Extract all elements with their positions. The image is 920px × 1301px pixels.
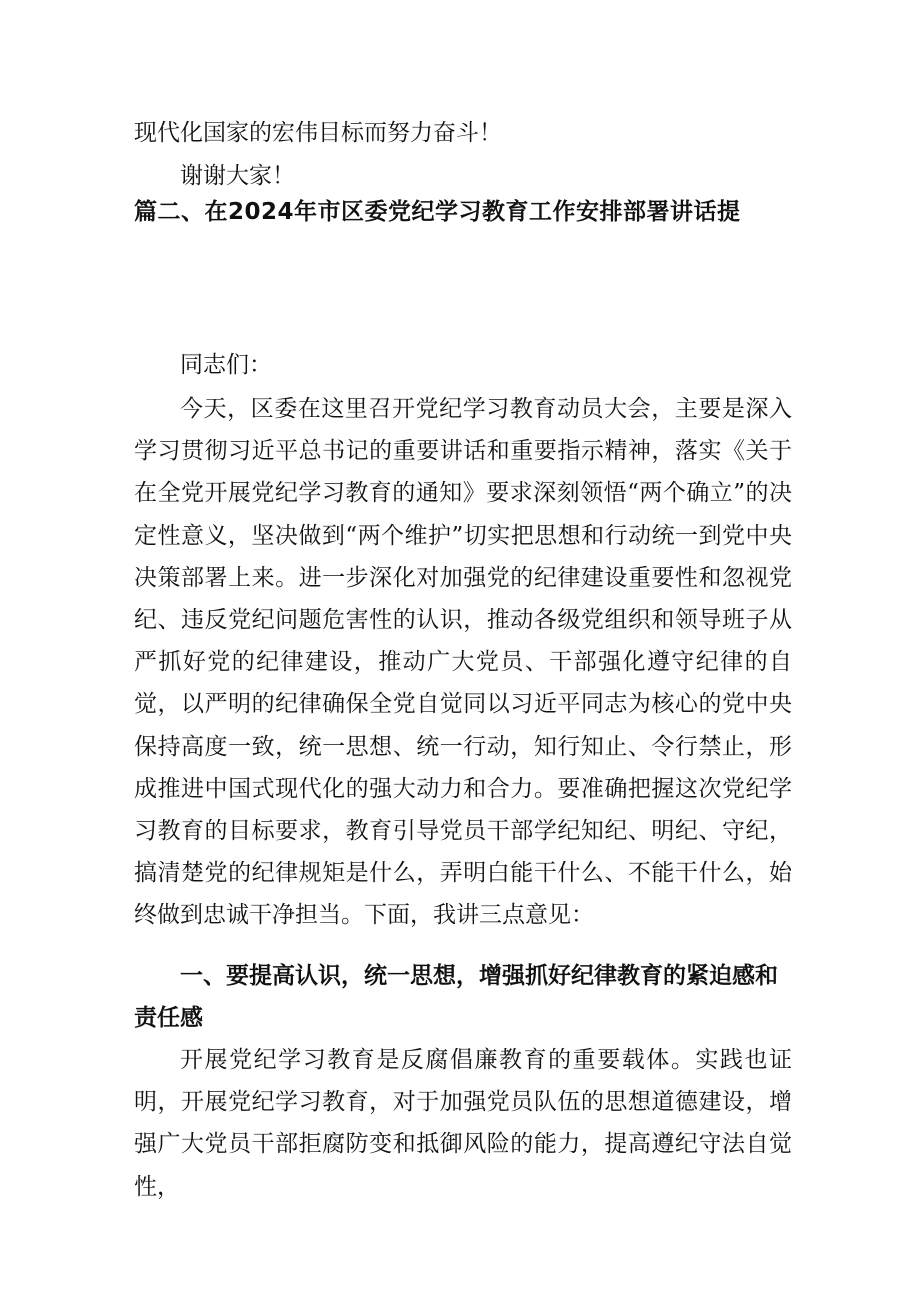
closing-line: 现代化国家的宏伟目标而努力奋斗！ — [134, 120, 502, 146]
heading-1: 一、要提高认识，统一思想，增强抓好纪律教育的紧迫感和责任感 — [134, 963, 778, 1031]
thanks-line: 谢谢大家！ — [180, 163, 295, 189]
paragraph-1: 今天，区委在这里召开党纪学习教育动员大会，主要是深入学习贯彻习近平总书记的重要讲话和重要指示精神，落实《关于在全党开展党纪学习教育的通知》要求深刻领悟“两个确立”的决定性意义，坚决做到“两个维护”切实把思想和行动统一到党中央决策部署上来。进一步深化对加强党的纪律建设重要性和忽视党纪、违反党纪问题危害性的认识，推动各级党组织和领导班子从严抓好党的纪律建设，推动广大党员、干部强化遵守纪律的自觉，以严明的纪律确保全党自觉同以习近平同志为核心的党中央保持高度一致，统一思想、统一行动，知行知止、令行禁止，形成推进中国式现代化的强大动力和合力。要准确把握这次党纪学习教育的目标要求，教育引导党员干部学纪知纪、明纪、守纪，搞清楚党的纪律规矩是什么，弄明白能干什么、不能干什么，始终做到忠诚干净担当。下面，我讲三点意见： — [134, 396, 792, 929]
greeting: 同志们： — [180, 352, 272, 378]
section-title: 篇二、在2024年市区委党纪学习教育工作安排部署讲话提 — [134, 199, 741, 225]
paragraph-2: 开展党纪学习教育是反腐倡廉教育的重要载体。实践也证明，开展党纪学习教育，对于加强党员队伍的思想道德建设，增强广大党员干部拒腐防变和抵御风险的能力，提高遵纪守法自觉性， — [134, 1047, 792, 1200]
